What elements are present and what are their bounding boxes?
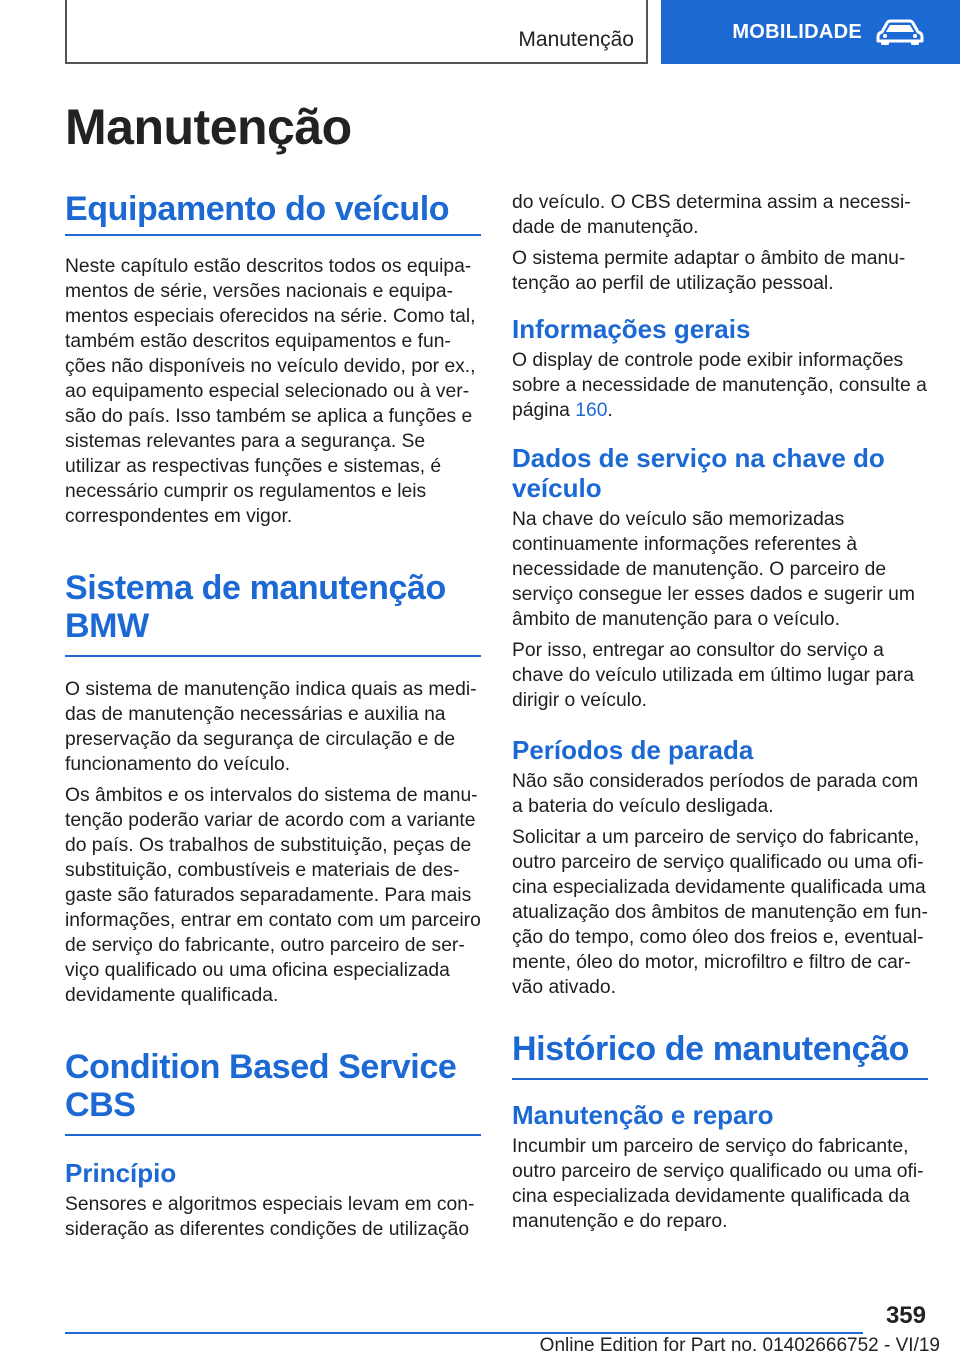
left-column [65,190,481,1242]
heading-informacoes-gerais: Informações gerais [512,314,751,344]
heading-periodos-parada: Períodos de parada [512,735,754,765]
paragraph-dados-2: Por isso, entregar ao consultor do serviço a chave do veículo utilizada em último lugar para dirigir o veículo. [512,640,914,711]
paragraph-sistema-1: O sistema de manutenção indica quais as medidas de manutenção necessárias e auxilia na preservação da segurança de circulação e de funcionamento do veículo. [65,679,477,775]
paragraph-equipamento: Neste capítulo estão descritos todos os equipamentos de série, versões nacionais e equipamentos especiais oferecidos na série. Como tal, também estão descritos equipamentos e funções não disponíveis no veículo devido, por ex., ao equipamento especial selecionado ou à versão do país. Isso também se aplica a funções e sistemas relevantes para a segurança. Se utilizar as respectivas funções e sistemas, é necessário cumprir os regulamentos e leis correspondentes em vigor. [65,256,476,527]
header-chapter-tab [661,0,960,64]
car-icon [876,18,924,46]
right-column [512,190,928,1234]
paragraph-sistema-2: Os âmbitos e os intervalos do sistema de manutenção poderão variar de acordo com a variante do país. Os trabalhos de substituição, peças de substituição, combustíveis e materiais de desgaste são faturados separadamente. Para mais informações, entrar em contato com um parceiro de serviço do fabricante, outro parceiro de serviço qualificado ou uma oficina especializada devidamente qualificada. [65,785,481,1006]
footer-divider [65,1332,863,1334]
heading-sistema-manutencao: Sistema de manutenção BMW [65,569,481,657]
heading-cbs: Condition Based Service CBS [65,1048,481,1136]
heading-manutencao-reparo: Manutenção e reparo [512,1100,774,1130]
header-section-box [65,0,648,64]
page-title: Manutenção [65,99,352,155]
footer-edition: Online Edition for Part no. 01402666752 - VI/19 [539,1335,940,1356]
header-section-title: Manutenção [518,28,634,51]
page-link-160[interactable]: 160 [575,400,608,421]
paragraph-cbs-continuation: do veículo. O CBS determina assim a necessidade de manutenção. [512,192,911,238]
paragraph-principio: Sensores e algoritmos especiais levam em consideração as diferentes condições de utilização [65,1194,475,1240]
heading-historico: Histórico de manutenção [512,1030,928,1080]
heading-dados-servico: Dados de serviço na chave do veículo [512,443,885,503]
page-number: 359 [885,1302,926,1329]
paragraph-reparo: Incumbir um parceiro de serviço do fabricante, outro parceiro de serviço qualificado ou uma oficina especializada devidamente qualificada da manutenção e do reparo. [512,1136,924,1232]
paragraph-periodos-1: Não são considerados períodos de parada com a bateria do veículo desligada. [512,771,919,817]
paragraph-informacoes-end: . [607,400,613,421]
heading-principio: Princípio [65,1158,177,1188]
header-chapter-label: MOBILIDADE [732,20,862,43]
paragraph-informacoes-text: O display de controle pode exibir informações sobre a necessidade de manutenção, consulte a página [512,350,927,421]
heading-equipamento: Equipamento do veículo [65,190,481,236]
paragraph-dados-1: Na chave do veículo são memorizadas continuamente informações referentes à necessidade de manutenção. O parceiro de serviço consegue ler esses dados e sugerir um âmbito de manutenção para o veículo. [512,509,915,630]
paragraph-adaptar: O sistema permite adaptar o âmbito de manutenção ao perfil de utilização pessoal. [512,248,906,294]
paragraph-informacoes [512,348,928,423]
paragraph-periodos-2: Solicitar a um parceiro de serviço do fabricante, outro parceiro de serviço qualificado ou uma oficina especializada devidamente qualificada uma atualização dos âmbitos de manutenção em função do tempo, como óleo dos freios e, eventualmente, óleo do motor, microfiltro e filtro de carvão ativado. [512,827,928,998]
